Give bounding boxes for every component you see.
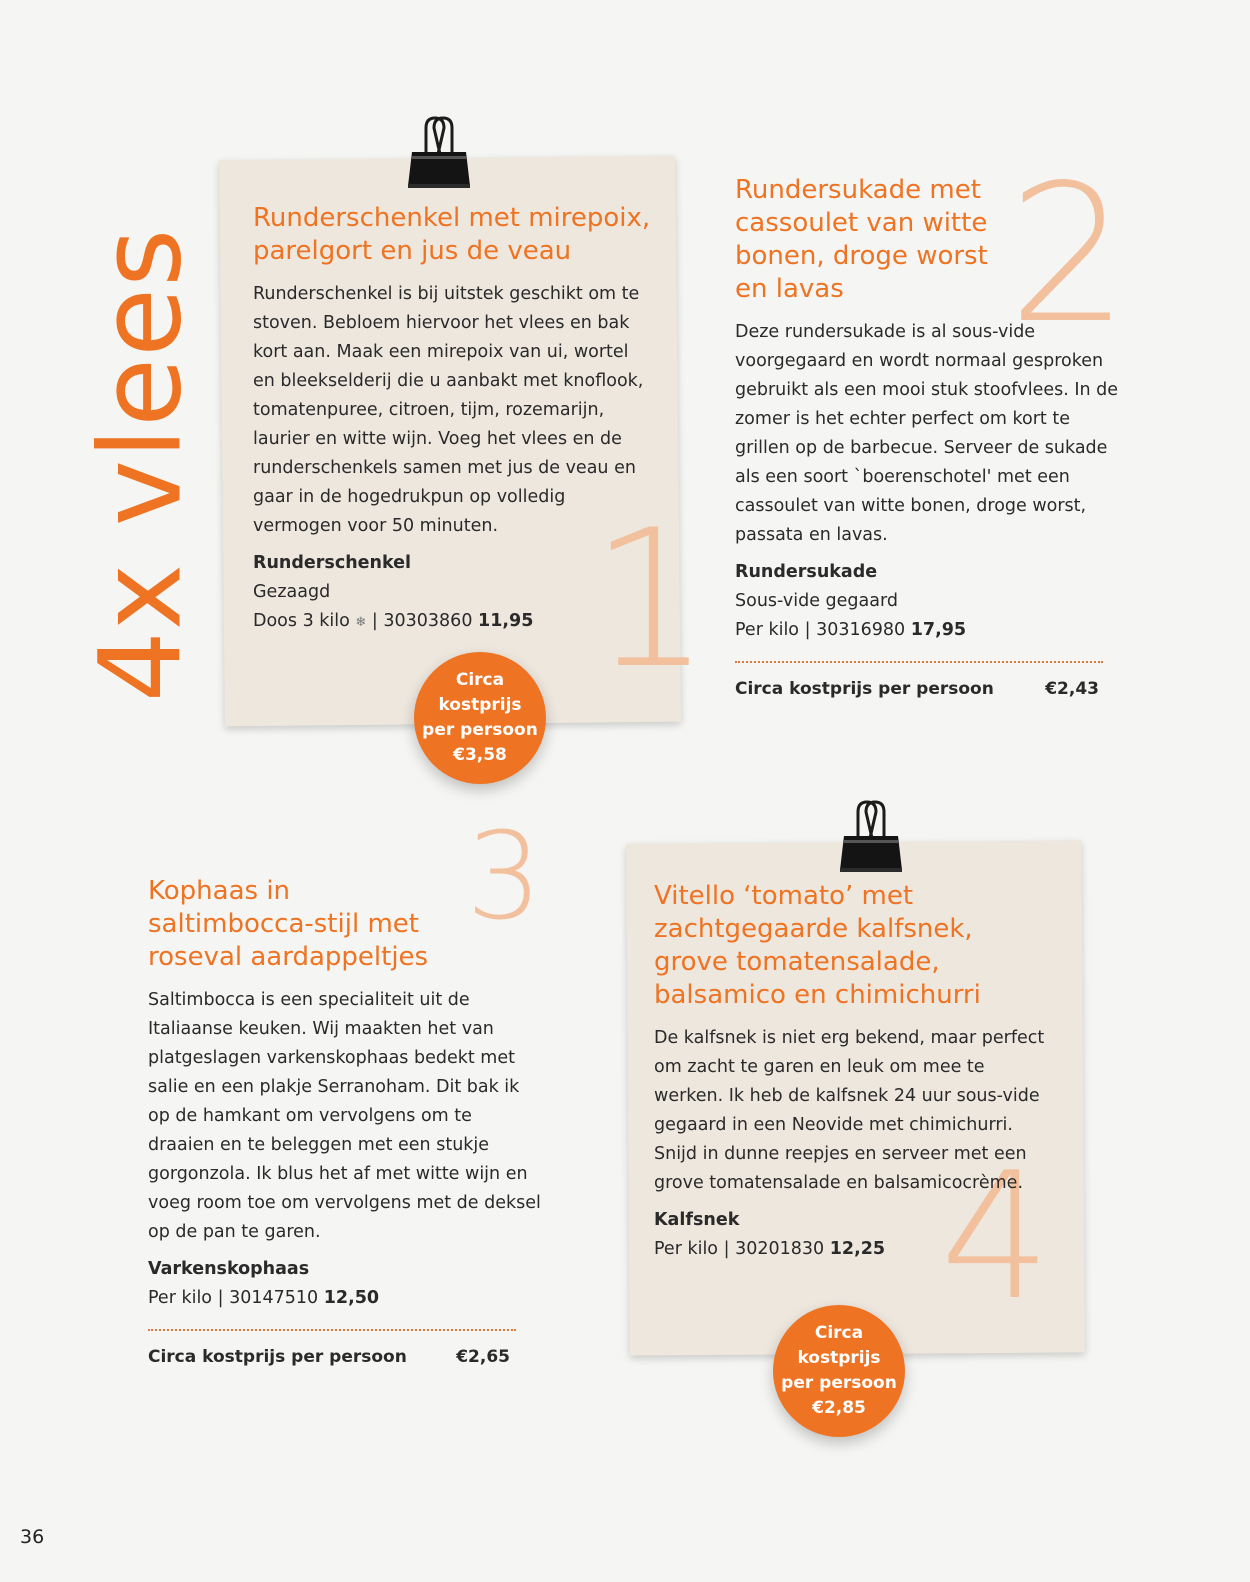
- recipe-title: Rundersukade met cassoulet van witte bonen, droge worst en lavas: [735, 175, 988, 304]
- badge-price: €2,85: [812, 1398, 866, 1418]
- cost-value: €2,43: [1045, 679, 1099, 699]
- badge-line: Circa: [455, 670, 505, 690]
- recipe-description: Deze rundersukade is al sous-vide voorgegaard en wordt normaal gesproken gebruikt als een mooi stuk stoofvlees. In de zomer is het echter perfect om kort te grillen op de barbecue. Serveer de sukade als een soort `boerenschotel' met een cassoulet van witte bonen, droge worst, passata en lavas.: [735, 322, 1119, 545]
- cost-value: €2,65: [456, 1347, 510, 1367]
- product-code: 30201830: [735, 1239, 825, 1259]
- product-description: Gezaagd: [253, 582, 331, 602]
- badge-line: per persoon: [781, 1373, 897, 1393]
- cost-badge-1: [414, 652, 546, 784]
- recipe-description: Saltimbocca is een specialiteit uit de Italiaanse keuken. Wij maakten het van platgeslagen varkenskophaas bedekt met salie en een plakje Serranoham. Dit bak ik op de hamkant om vervolgens om te draaien en te beleggen met een stukje gorgonzola. Ik blus het af met witte wijn en voeg room toe om vervolgens met de deksel op de pan te garen.: [148, 990, 541, 1242]
- cost-row: [148, 1347, 510, 1367]
- divider: [735, 661, 1103, 663]
- product-line: Doos 3 kilo ❄ | 30303860 11,95: [253, 611, 534, 631]
- recipe-title: Runderschenkel met mirepoix, parelgort en jus de veau: [253, 203, 651, 266]
- product-price: 11,95: [478, 611, 534, 631]
- product-name: Kalfsnek: [654, 1210, 740, 1230]
- badge-line: per persoon: [422, 720, 538, 740]
- product-price: 12,50: [323, 1288, 380, 1308]
- recipe-number-4: 4: [940, 1136, 1052, 1339]
- recipe-number-3: 3: [466, 808, 543, 947]
- recipe-4: [654, 880, 1054, 1264]
- recipe-2: [735, 174, 1130, 699]
- product-unit: Per kilo: [735, 620, 800, 640]
- product-unit: Per kilo: [148, 1288, 213, 1308]
- product-line: Per kilo | 30147510 12,50: [148, 1288, 380, 1308]
- binder-clip-icon: [836, 798, 906, 878]
- badge-price: €3,58: [453, 745, 507, 765]
- section-title-text: 4x vlees: [76, 227, 207, 703]
- recipe-number-1: 1: [590, 489, 711, 710]
- product-line: Per kilo | 30316980 17,95: [735, 620, 967, 640]
- recipe-1: [253, 202, 653, 637]
- recipe-3: [148, 875, 543, 1367]
- product-code: 30316980: [816, 620, 906, 640]
- recipe-description: Runderschenkel is bij uitstek geschikt om te stoven. Bebloem hiervoor het vlees en bak kort aan. Maak een mirepoix van ui, wortel en bleekselderij die u aanbakt met knoflook, tomatenpuree, citroen, tijm, rozemarijn, laurier en witte wijn. Voeg het vlees en de runderschenkels samen met jus de veau en gaar in de hogedrukpun op volledig vermogen voor 50 minuten.: [253, 284, 644, 536]
- cost-label: Circa kostprijs per persoon: [735, 679, 994, 699]
- badge-line: kostprijs: [438, 695, 522, 715]
- badge-line: Circa: [814, 1323, 864, 1343]
- product-name: Rundersukade: [735, 562, 878, 582]
- cost-label: Circa kostprijs per persoon: [148, 1347, 407, 1367]
- recipe-title: Vitello ‘tomato’ met zachtgegaarde kalfsnek, grove tomatensalade, balsamico en chimichurri: [654, 881, 981, 1010]
- recipe-number-2: 2: [1008, 144, 1129, 365]
- product-unit: Doos 3 kilo: [253, 611, 350, 631]
- product-unit: Per kilo: [654, 1239, 719, 1259]
- recipe-description: De kalfsnek is niet erg bekend, maar perfect om zacht te garen en leuk om mee te werken. Ik heb de kalfsnek 24 uur sous-vide gegaard in een Neovide met chimichurri. Snijd in dunne reepjes en serveer met een grove tomatensalade en balsamicocrème.: [654, 1028, 1045, 1193]
- binder-clip-icon: [404, 114, 474, 194]
- recipe-title: Kophaas in saltimbocca-stijl met roseval aardappeltjes: [148, 876, 429, 972]
- product-price: 12,25: [829, 1239, 886, 1259]
- section-title: [76, 225, 207, 705]
- product-description: Sous-vide gegaard: [735, 591, 898, 611]
- badge-line: kostprijs: [797, 1348, 881, 1368]
- product-code: 30303860: [383, 611, 473, 631]
- product-name: Runderschenkel: [253, 553, 412, 573]
- frozen-icon: ❄: [355, 615, 367, 630]
- cost-row: [735, 679, 1099, 699]
- cost-badge-4: [773, 1305, 905, 1437]
- product-price: 17,95: [910, 620, 967, 640]
- page-number: 36: [20, 1526, 45, 1548]
- product-code: 30147510: [229, 1288, 319, 1308]
- divider: [148, 1329, 516, 1331]
- product-name: Varkenskophaas: [148, 1259, 310, 1279]
- product-line: Per kilo | 30201830 12,25: [654, 1239, 886, 1259]
